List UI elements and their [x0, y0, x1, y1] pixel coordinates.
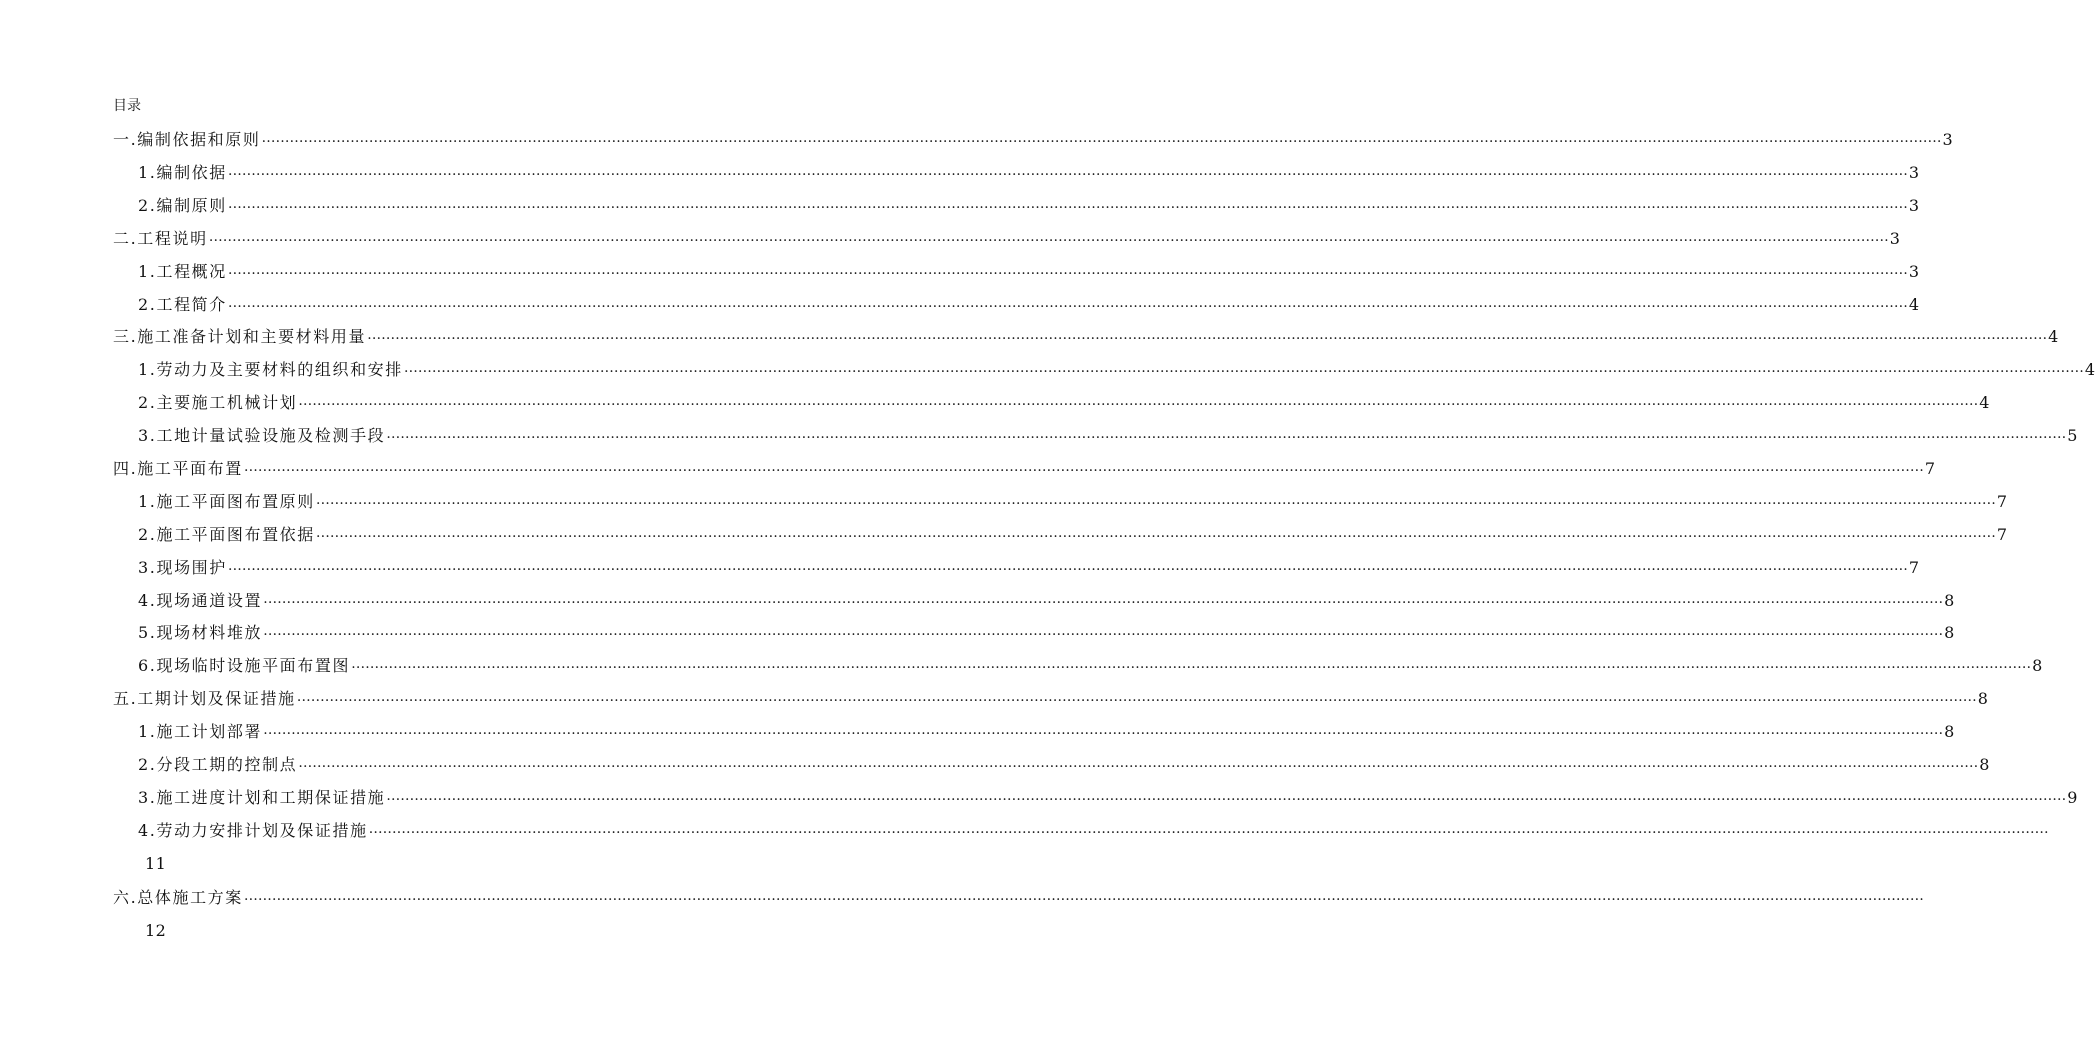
toc-entry[interactable] [138, 818, 2049, 842]
toc-entry-page-number: 4 [2084, 360, 2095, 379]
toc-entry-title: 四.施工平面布置 [113, 459, 243, 478]
dot-leader: ……………………………………………………………………………………………………………………………………………………………………………………………………………………………………………………………………………………………………………………………… [296, 689, 1977, 705]
dot-leader: ……………………………………………………………………………………………………………………………………………………………………………………………………………………………………………………………………………………………………………………………… [227, 262, 1908, 278]
toc-entry-title: 5.现场材料堆放 [138, 623, 263, 642]
toc-entry-page-number: 8 [1977, 689, 1988, 708]
dot-leader: ……………………………………………………………………………………………………………………………………………………………………………………………………………………………………………………………………………………………………………………………… [351, 656, 2032, 672]
toc-entry-page-number: 3 [1908, 262, 1920, 281]
toc-entry-title: 2.工程简介 [138, 295, 227, 314]
toc-entry-page-number: 4 [1979, 393, 1990, 412]
toc-entry-title: 三.施工准备计划和主要材料用量 [113, 327, 367, 346]
toc-entry[interactable] [138, 620, 1955, 644]
toc-entry-title: 2.分段工期的控制点 [138, 755, 298, 774]
toc-entry[interactable] [113, 686, 1988, 710]
toc-entry-page-number: 9 [2067, 788, 2078, 807]
toc-entry[interactable] [113, 456, 1936, 480]
toc-entry-title: 1.劳动力及主要材料的组织和安排 [138, 360, 403, 379]
toc-entry-title: 五.工期计划及保证措施 [113, 689, 296, 708]
toc-entry-page-number: 5 [2067, 426, 2078, 445]
dot-leader: ……………………………………………………………………………………………………………………………………………………………………………………………………………………………………………………………………………………………………………………………… [263, 623, 1944, 639]
toc-entry-title: 2.施工平面图布置依据 [138, 525, 315, 544]
dot-leader: ……………………………………………………………………………………………………………………………………………………………………………………………………………………………………………………………………………………………………………………………… [227, 196, 1908, 212]
dot-leader: ……………………………………………………………………………………………………………………………………………………………………………………………………………………………………………………………………………………………………………………………… [298, 393, 1979, 409]
toc-entry-title: 2.主要施工机械计划 [138, 393, 298, 412]
toc-entry[interactable] [138, 555, 1920, 579]
toc-heading: 目录 [113, 98, 141, 114]
toc-entry-page-number: 7 [1996, 492, 2008, 511]
dot-leader: ……………………………………………………………………………………………………………………………………………………………………………………………………………………………………………………………………………………………………………………………… [243, 888, 1924, 904]
dot-leader: ……………………………………………………………………………………………………………………………………………………………………………………………………………………………………………………………………………………………………………………………… [227, 558, 1908, 574]
dot-leader: ……………………………………………………………………………………………………………………………………………………………………………………………………………………………………………………………………………………………………………………………… [298, 755, 1979, 771]
dot-leader: ……………………………………………………………………………………………………………………………………………………………………………………………………………………………………………………………………………………………………………………………… [208, 229, 1889, 245]
toc-entry[interactable] [138, 160, 1920, 184]
toc-entry-page-number: 4 [1908, 295, 1920, 314]
toc-entry-title: 4.现场通道设置 [138, 591, 263, 610]
toc-entry-page-number: 12 [145, 921, 167, 940]
toc-entry-title: 1.编制依据 [138, 163, 227, 182]
toc-entry-page-number: 8 [1944, 591, 1955, 610]
toc-entry-title: 2.编制原则 [138, 196, 227, 215]
toc-entry[interactable] [113, 885, 1924, 909]
toc-entry-title: 3.施工进度计划和工期保证措施 [138, 788, 386, 807]
toc-entry[interactable] [113, 226, 1900, 250]
toc-entry[interactable] [138, 785, 2078, 809]
toc-entry-page-number: 3 [1908, 163, 1920, 182]
toc-entry[interactable] [113, 324, 2059, 348]
toc-entry-page-number: 8 [1944, 722, 1955, 741]
toc-entry-page-number: 11 [145, 854, 167, 873]
dot-leader: ……………………………………………………………………………………………………………………………………………………………………………………………………………………………………………………………………………………………………………………………… [315, 525, 1996, 541]
toc-entry-page-number: 7 [1908, 558, 1920, 577]
toc-entry-page-number: 7 [1996, 525, 2008, 544]
dot-leader: ……………………………………………………………………………………………………………………………………………………………………………………………………………………………………………………………………………………………………………………………… [263, 591, 1944, 607]
toc-entry-title: 六.总体施工方案 [113, 888, 243, 907]
toc-entry[interactable] [138, 719, 1955, 743]
toc-entry[interactable] [138, 357, 2095, 381]
toc-entry[interactable] [138, 752, 1990, 776]
toc-entry-title: 1.施工平面图布置原则 [138, 492, 315, 511]
toc-entry[interactable] [138, 259, 1920, 283]
dot-leader: ……………………………………………………………………………………………………………………………………………………………………………………………………………………………………………………………………………………………………………………………… [227, 163, 1908, 179]
toc-entry-page-number: 3 [1889, 229, 1900, 248]
toc-entry-title: 二.工程说明 [113, 229, 208, 248]
toc-entry[interactable] [138, 653, 2043, 677]
dot-leader: ……………………………………………………………………………………………………………………………………………………………………………………………………………………………………………………………………………………………………………………………… [386, 426, 2067, 442]
toc-entry-title: 6.现场临时设施平面布置图 [138, 656, 351, 675]
dot-leader: ……………………………………………………………………………………………………………………………………………………………………………………………………………………………………………………………………………………………………………………………… [368, 821, 2049, 837]
toc-entry-title: 一.编制依据和原则 [113, 130, 261, 149]
toc-entry-title: 1.工程概况 [138, 262, 227, 281]
toc-entry[interactable] [138, 423, 2078, 447]
toc-entry-page-number: 8 [1979, 755, 1990, 774]
toc-entry[interactable] [113, 127, 1953, 151]
dot-leader: ……………………………………………………………………………………………………………………………………………………………………………………………………………………………………………………………………………………………………………………………… [367, 327, 2048, 343]
toc-entry-page-number: 7 [1924, 459, 1936, 478]
dot-leader: ……………………………………………………………………………………………………………………………………………………………………………………………………………………………………………………………………………………………………………………………… [227, 295, 1908, 311]
toc-entry[interactable] [138, 193, 1920, 217]
toc-entry-page-number: 3 [1908, 196, 1920, 215]
toc-entry-title: 3.现场围护 [138, 558, 227, 577]
dot-leader: ……………………………………………………………………………………………………………………………………………………………………………………………………………………………………………………………………………………………………………………………… [403, 360, 2084, 376]
toc-entry[interactable] [138, 292, 1920, 316]
dot-leader: ……………………………………………………………………………………………………………………………………………………………………………………………………………………………………………………………………………………………………………………………… [263, 722, 1944, 738]
toc-entry-page-number: 8 [1944, 623, 1955, 642]
toc-entry-title: 4.劳动力安排计划及保证措施 [138, 821, 368, 840]
toc-entry-title: 3.工地计量试验设施及检测手段 [138, 426, 386, 445]
toc-entry-page-number: 8 [2032, 656, 2043, 675]
toc-entry-page-number: 4 [2048, 327, 2059, 346]
toc-entry[interactable] [138, 489, 2008, 513]
toc-entry[interactable] [138, 522, 2008, 546]
toc-entry[interactable] [138, 390, 1990, 414]
dot-leader: ……………………………………………………………………………………………………………………………………………………………………………………………………………………………………………………………………………………………………………………………… [386, 788, 2067, 804]
toc-entry[interactable] [138, 588, 1955, 612]
dot-leader: ……………………………………………………………………………………………………………………………………………………………………………………………………………………………………………………………………………………………………………………………… [315, 492, 1996, 508]
dot-leader: ……………………………………………………………………………………………………………………………………………………………………………………………………………………………………………………………………………………………………………………………… [261, 130, 1942, 146]
toc-entry-page-number: 3 [1942, 130, 1953, 149]
dot-leader: ……………………………………………………………………………………………………………………………………………………………………………………………………………………………………………………………………………………………………………………………… [243, 459, 1924, 475]
toc-entry-title: 1.施工计划部署 [138, 722, 263, 741]
